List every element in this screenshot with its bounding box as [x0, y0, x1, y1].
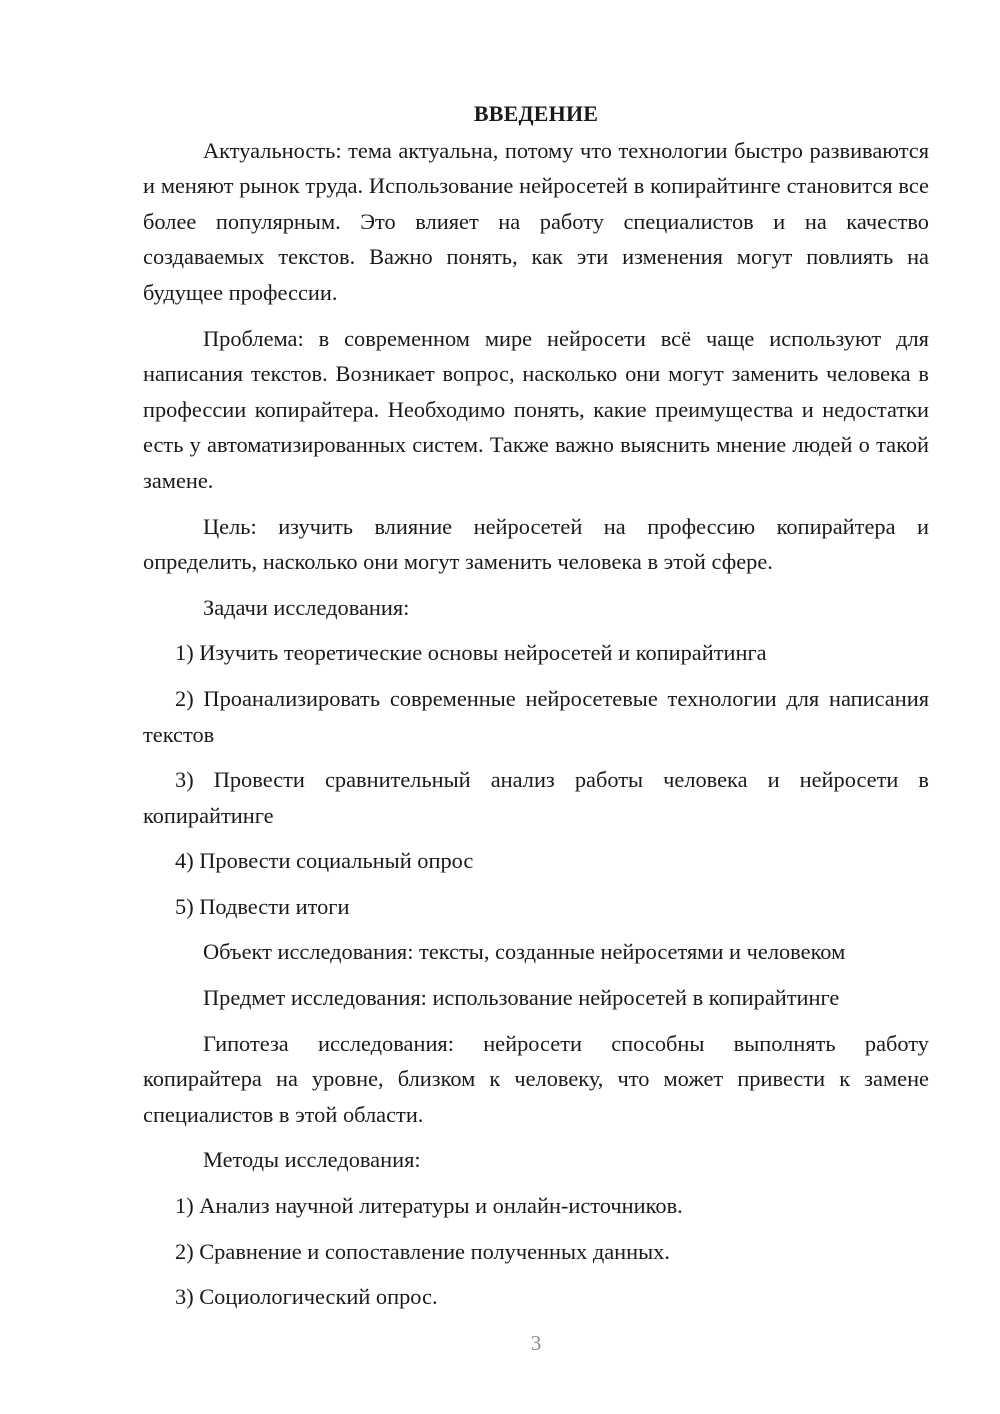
task-item: 1) Изучить теоретические основы нейросетей и копирайтинга: [175, 640, 767, 666]
task-item: 4) Провести социальный опрос: [175, 848, 474, 874]
task-item: 5) Подвести итоги: [175, 893, 350, 919]
hypothesis-paragraph: Гипотеза исследования: нейросети способны выполнять работу копирайтера на уровне, близком к человеку, что может привести к замене специалистов в этой области.: [143, 1030, 929, 1127]
method-item: 3) Социологический опрос.: [175, 1284, 438, 1310]
subject-line: Предмет исследования: использование нейросетей в копирайтинге: [203, 985, 840, 1011]
methods-heading: Методы исследования:: [203, 1147, 421, 1173]
method-item: 1) Анализ научной литературы и онлайн-источников.: [175, 1193, 683, 1219]
tasks-heading: Задачи исследования:: [203, 594, 410, 620]
document-page: [143, 96, 929, 1325]
relevance-paragraph: Актуальность: тема актуальна, потому что технологии быстро развиваются и меняют рынок труда. Использование нейросетей в копирайтинге становится все более популярным. Это влияет на работу специалистов и на качество создаваемых текстов. Важно понять, как эти изменения могут повлиять на будущее профессии.: [143, 137, 929, 305]
page-title: ВВЕДЕНИЕ: [473, 101, 599, 126]
task-item: 2) Проанализировать современные нейросетевые технологии для написания текстов: [143, 685, 929, 747]
object-line: Объект исследования: тексты, созданные нейросетями и человеком: [203, 939, 846, 965]
task-item: 3) Провести сравнительный анализ работы человека и нейросети в копирайтинге: [143, 767, 929, 828]
method-item: 2) Сравнение и сопоставление полученных данных.: [175, 1238, 670, 1264]
goal-paragraph: Цель: изучить влияние нейросетей на профессию копирайтера и определить, насколько они могут заменить человека в этой сфере.: [143, 513, 929, 575]
page-number: 3: [530, 1331, 542, 1355]
problem-paragraph: Проблема: в современном мире нейросети всё чаще используют для написания текстов. Возникает вопрос, насколько они могут заменить человека в профессии копирайтера. Необходимо понять, какие преимущества и недостатки есть у автоматизированных систем. Также важно выяснить мнение людей о такой замене.: [143, 325, 929, 493]
